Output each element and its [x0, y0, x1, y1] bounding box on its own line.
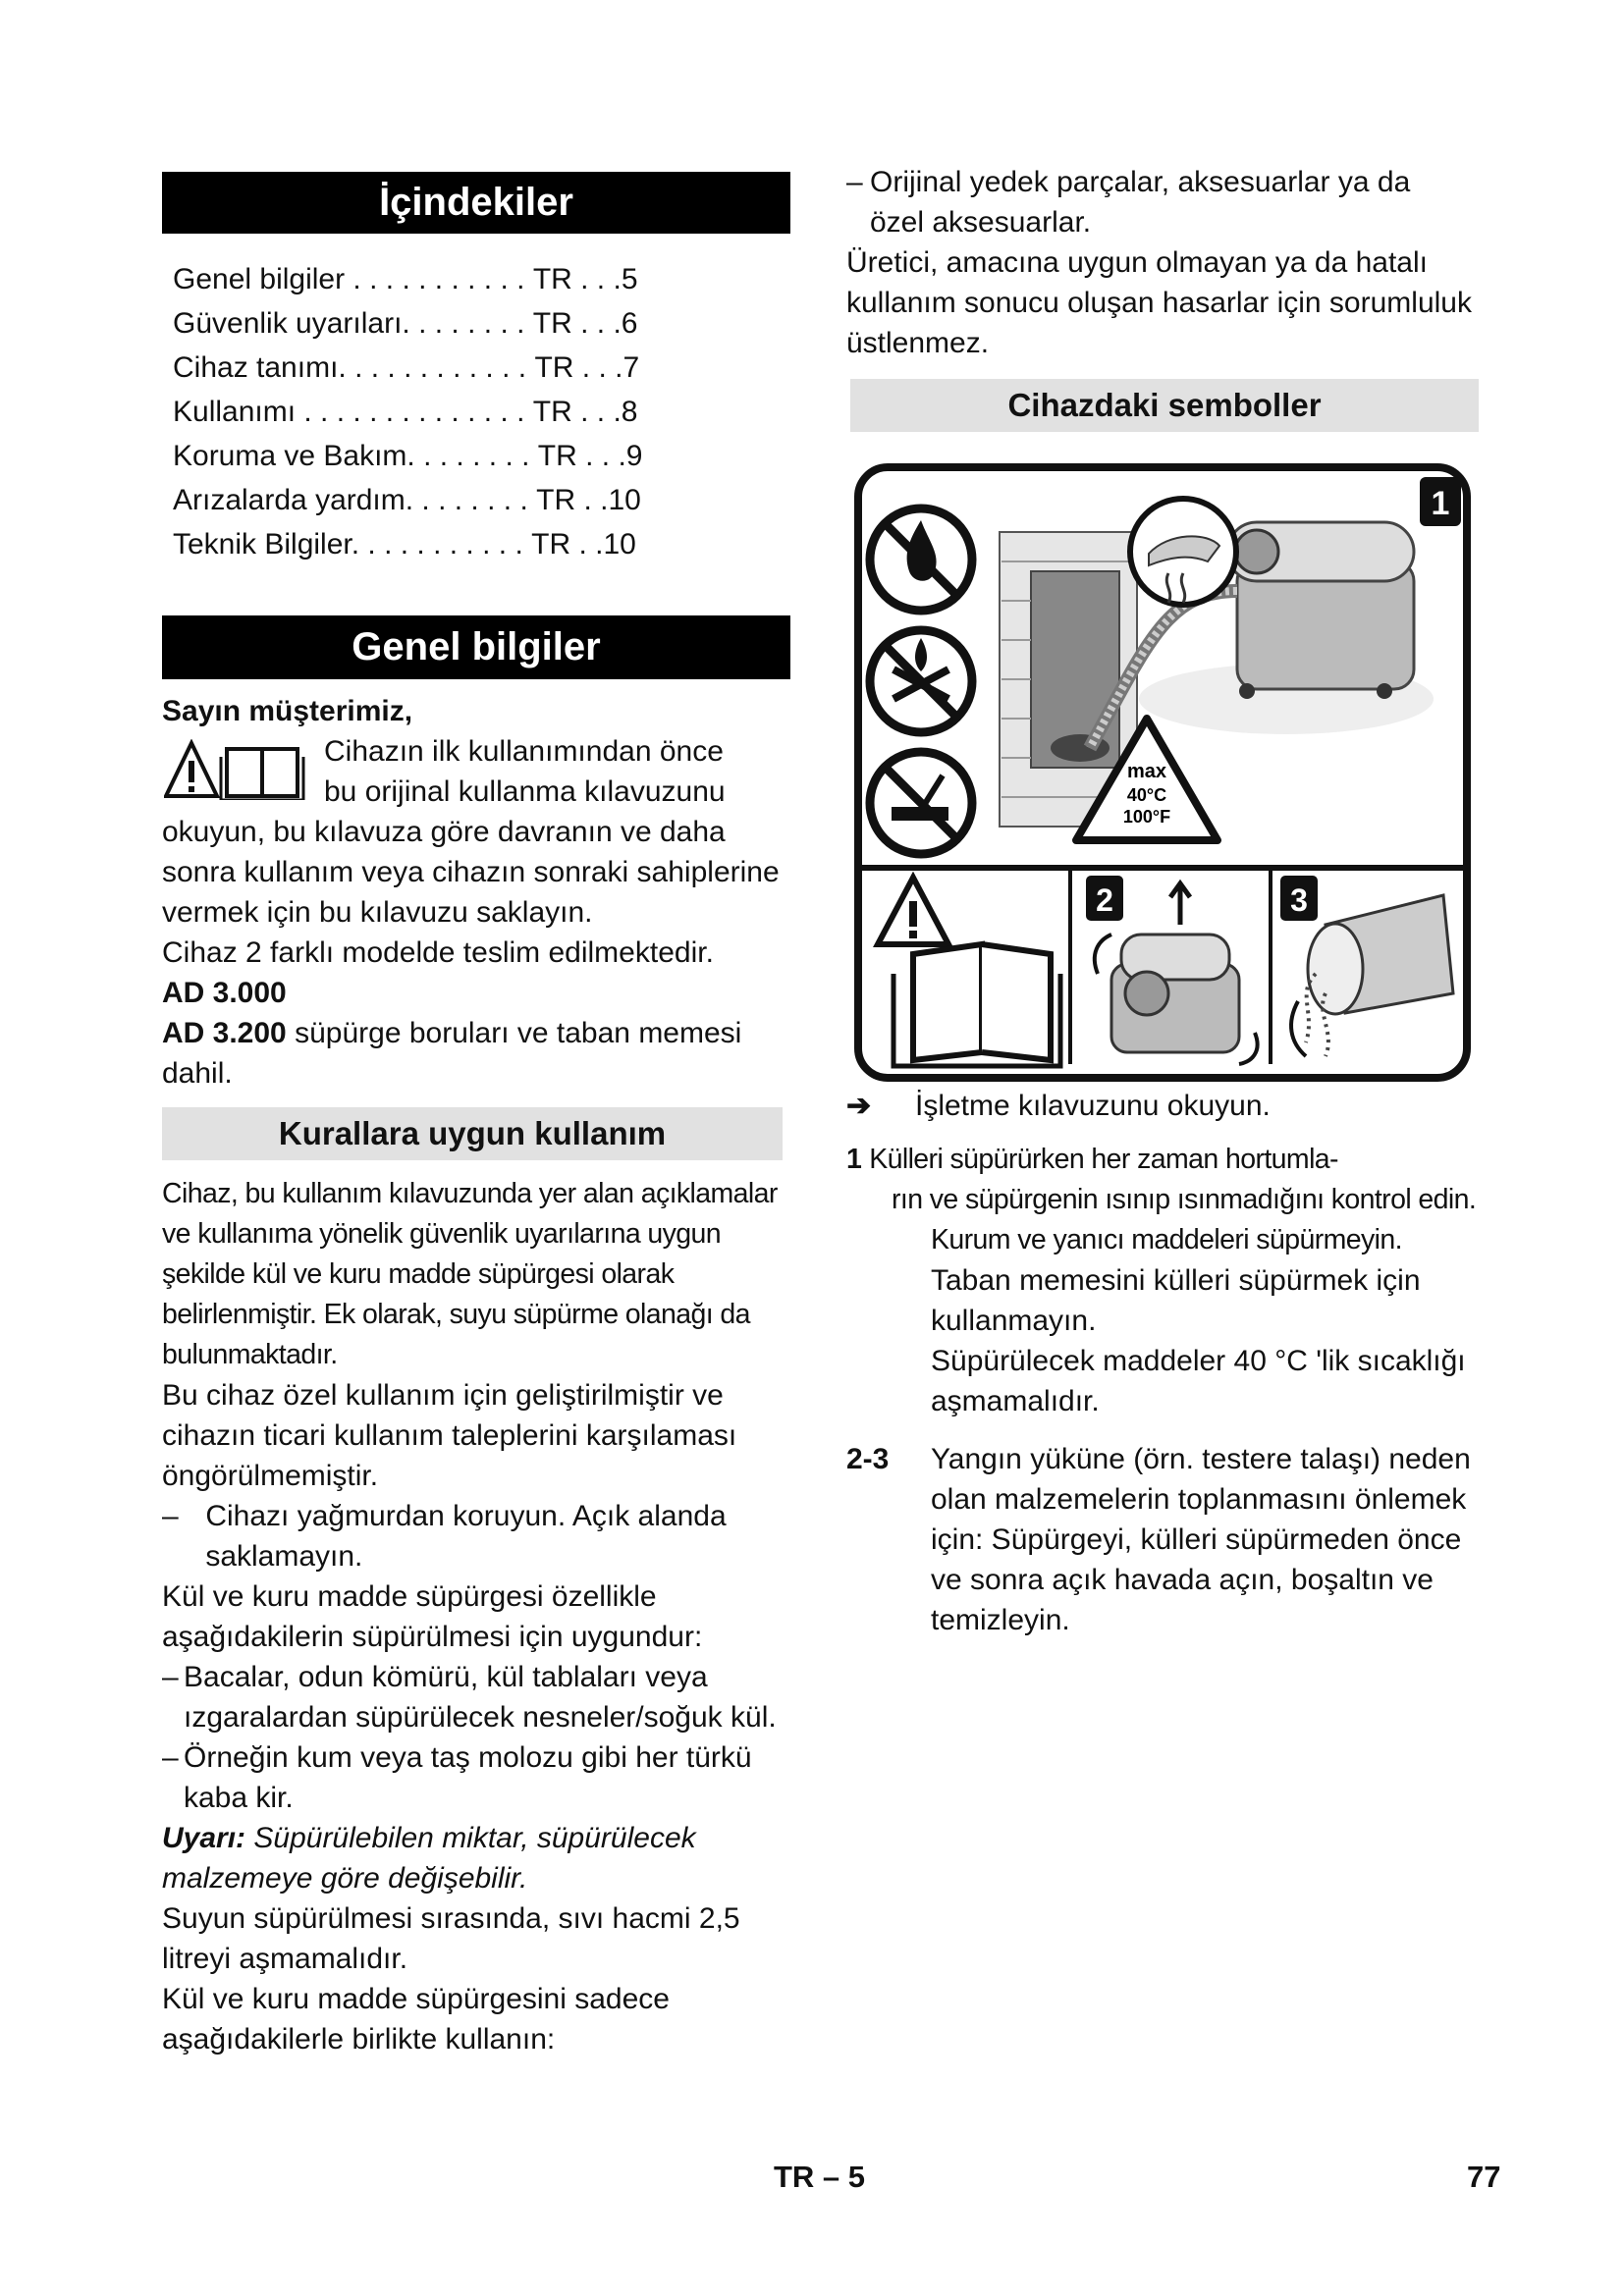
hot-hose-icon — [1130, 499, 1236, 605]
toc-label: Genel bilgiler . . . . . . . . . . . — [173, 263, 525, 295]
right-column-bottom — [846, 1086, 1485, 1640]
bullet-chimney-text: Bacalar, odun kömürü, kül tablaları veya ızgaralardan süpürülecek nesneler/soğuk kül. — [184, 1661, 777, 1734]
toc-label: Teknik Bilgiler. . . . . . . . . . . — [173, 528, 523, 561]
no-floor-nozzle-icon — [870, 752, 972, 854]
greeting: Sayın müşterimiz, — [162, 695, 413, 727]
no-fire-icon — [870, 508, 972, 611]
toc-row — [173, 257, 642, 301]
arrow-right-icon: ➔ — [846, 1090, 872, 1122]
item-23-number: 2-3 — [846, 1443, 890, 1475]
item-1-rest: rın ve süpürgenin ısınıp ısınmadığını kontrol edin. — [892, 1184, 1477, 1215]
toc-page-ref: TR . . .7 — [534, 351, 640, 384]
warning-label: Uyarı: — [162, 1822, 246, 1854]
toc-title-bar — [162, 172, 790, 234]
bullet-parts-text: Orijinal yedek parçalar, aksesuarlar ya da özel aksesuarlar. — [870, 166, 1411, 239]
toc-label: Kullanımı . . . . . . . . . . . . . . — [173, 396, 525, 428]
toc-label: Güvenlik uyarıları. . . . . . . . — [173, 307, 525, 340]
warning-manual-icon — [164, 739, 311, 800]
item-1-number: 1 — [846, 1144, 862, 1175]
item-23-text: Yangın yüküne (örn. testere talaşı) neden olan malzemelerin toplanmasını önlemek için: Süpürgeyi, külleri süpürmeden önce ve sonra açık havada açın, boşaltın ve temizleyin. — [931, 1443, 1471, 1636]
usage-paragraph-4: Suyun süpürülmesi sırasında, sıvı hacmi 2,5 litreyi aşmamalıdır. — [162, 1902, 740, 1975]
model-1: AD 3.000 — [162, 977, 287, 1009]
toc-title: İçindekiler — [379, 181, 573, 224]
usage-paragraph-2: Bu cihaz özel kullanım için geliştirilmiştir ve cihazın ticari kullanım taleplerini karşılaması öngörülmemiştir. — [162, 1379, 737, 1492]
right-column-top — [846, 162, 1485, 363]
toc-label: Koruma ve Bakım. . . . . . . . — [173, 440, 530, 472]
models-sentence: Cihaz 2 farklı modelde teslim edilmektedir. — [162, 936, 714, 969]
toc-page-ref: TR . . .9 — [537, 440, 643, 472]
intro-line-1: Cihazın ilk kullanımından önce — [324, 735, 724, 768]
toc-row — [173, 434, 642, 478]
bullet-dirt-text: Örneğin kum veya taş molozu gibi her türkü kaba kir. — [184, 1741, 752, 1814]
temp-fahrenheit-label: 100°F — [1122, 807, 1171, 827]
warning-note — [162, 1818, 790, 1898]
intro-line-2: bu orijinal kullanma kılavuzunu — [324, 775, 726, 808]
usage-paragraph-3: Kül ve kuru madde süpürgesi özellikle aşağıdakilerin süpürülmesi için uygundur: — [162, 1580, 703, 1653]
read-manual-line — [846, 1086, 1485, 1126]
toc-page-ref: TR . . .5 — [532, 263, 638, 295]
liability-paragraph: Üretici, amacına uygun olmayan ya da hatalı kullanım sonucu oluşan hasarlar için sorumluluk üstlenmez. — [846, 246, 1472, 359]
bullet-dirt — [162, 1737, 790, 1818]
toc-label: Cihaz tanımı. . . . . . . . . . . . — [173, 351, 527, 384]
item-1-line-1: Külleri süpürürken her zaman hortumla- — [869, 1144, 1338, 1175]
figure-number-1: 1 — [1431, 485, 1450, 522]
toc-row — [173, 478, 642, 522]
symbol-item-1 — [846, 1140, 1485, 1421]
general-title: Genel bilgiler — [352, 625, 601, 668]
temp-celsius-label: 40°C — [1126, 785, 1167, 805]
toc-page-ref: TR . .10 — [536, 484, 641, 516]
intro-with-icons — [162, 731, 790, 812]
toc-row — [173, 301, 642, 346]
usage-section — [162, 1174, 790, 2059]
figure-number-2: 2 — [1096, 882, 1113, 918]
toc-label: Arızalarda yardım. . . . . . . . — [173, 484, 528, 516]
symbols-title-bar — [850, 379, 1479, 432]
bullet-chimney — [162, 1657, 790, 1737]
model-2-desc: süpürge boruları ve taban memesi dahil. — [162, 1017, 742, 1090]
model-2-line — [162, 1013, 790, 1094]
toc-row — [173, 390, 642, 434]
bullet-parts — [846, 162, 1485, 242]
warning-text: Süpürülebilen miktar, süpürülecek malzemeye göre değişebilir. — [162, 1822, 696, 1895]
item-1-first-line — [846, 1140, 1485, 1180]
general-title-bar — [162, 615, 790, 679]
usage-paragraph-1: Cihaz, bu kullanım kılavuzunda yer alan açıklamalar ve kullanıma yönelik güvenlik uyarılarına uygun şekilde kül ve kuru madde süpürgesi olarak belirlenmiştir. Ek olarak, suyu süpürme olanağı da bulunmaktadır. — [162, 1178, 778, 1370]
toc-row — [173, 522, 642, 566]
footer-section: TR – 5 — [774, 2160, 866, 2194]
left-column — [162, 691, 790, 1094]
usage-title: Kurallara uygun kullanım — [278, 1115, 667, 1151]
bullet-rain — [162, 1496, 790, 1576]
dash-icon: – — [162, 1500, 179, 1532]
item-1-b: Kurum ve yanıcı maddeleri süpürmeyin. — [931, 1224, 1402, 1255]
read-manual-text: İşletme kılavuzunu okuyun. — [915, 1090, 1271, 1122]
toc-page-ref: TR . . .6 — [532, 307, 638, 340]
footer-page-number: 77 — [1467, 2160, 1501, 2194]
symbols-title: Cihazdaki semboller — [1007, 387, 1322, 423]
toc-page-ref: TR . .10 — [531, 528, 636, 561]
symbols-figure — [854, 463, 1471, 1082]
dash-icon: – — [162, 1661, 179, 1693]
symbol-item-2-3 — [846, 1439, 1485, 1640]
no-ember-icon — [870, 630, 972, 732]
toc-row — [173, 346, 642, 390]
dash-icon: – — [162, 1741, 179, 1774]
model-2: AD 3.200 — [162, 1017, 287, 1049]
intro-rest: okuyun, bu kılavuza göre davranın ve daha sonra kullanım veya cihazın sonraki sahiplerine vermek için bu kılavuzu saklayın. — [162, 816, 780, 929]
figure-number-3: 3 — [1290, 882, 1308, 918]
dash-icon: – — [846, 166, 863, 198]
item-1-c: Taban memesini külleri süpürmek için kullanmayın. — [931, 1264, 1421, 1337]
toc-page-ref: TR . . .8 — [532, 396, 638, 428]
usage-paragraph-5: Kül ve kuru madde süpürgesini sadece aşağıdakilerle birlikte kullanın: — [162, 1983, 670, 2056]
bullet-rain-text: Cihazı yağmurdan koruyun. Açık alanda saklamayın. — [205, 1500, 727, 1573]
item-1-d: Süpürülecek maddeler 40 °C 'lik sıcaklığı aşmamalıdır. — [931, 1345, 1466, 1417]
usage-title-bar — [162, 1107, 783, 1160]
temp-max-label: max — [1126, 761, 1167, 782]
table-of-contents — [173, 257, 642, 566]
